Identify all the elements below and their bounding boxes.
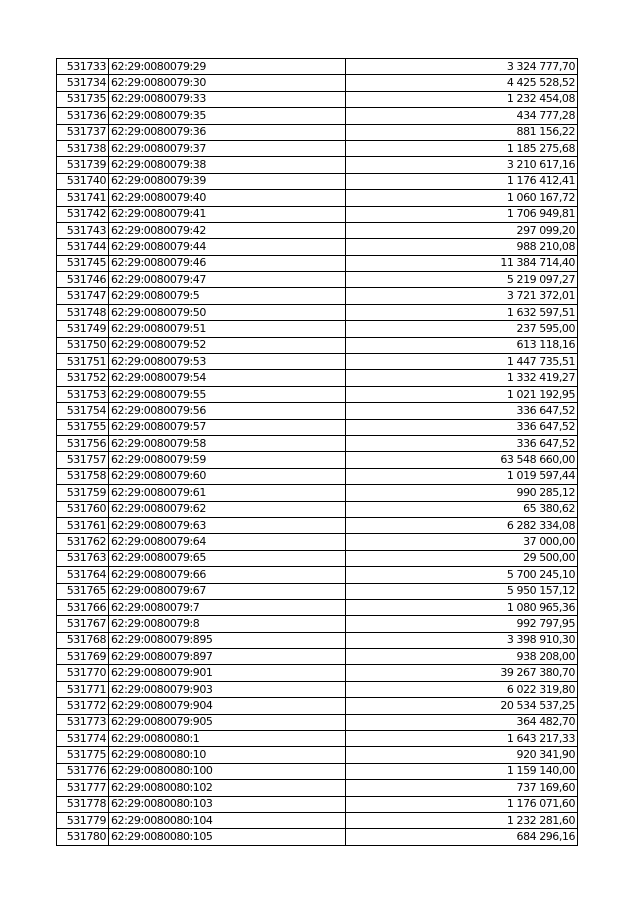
table-row [57,321,578,337]
cadastral-value-cell: 336 647,52 [346,435,578,451]
table-row [57,157,578,173]
row-number-cell: 531772 [57,698,109,714]
row-number-cell: 531750 [57,337,109,353]
table-row [57,829,578,845]
row-number-cell: 531774 [57,731,109,747]
cadastral-number-cell: 62:29:0080079:46 [109,255,346,271]
table-row [57,763,578,779]
table-row [57,370,578,386]
cadastral-number-cell: 62:29:0080079:36 [109,124,346,140]
row-number-cell: 531760 [57,501,109,517]
cadastral-number-cell: 62:29:0080079:42 [109,222,346,238]
cadastral-value-cell: 364 482,70 [346,714,578,730]
cadastral-number-cell: 62:29:0080079:57 [109,419,346,435]
table-row [57,124,578,140]
cadastral-value-cell: 881 156,22 [346,124,578,140]
row-number-cell: 531766 [57,599,109,615]
table-row [57,354,578,370]
cadastral-value-cell: 336 647,52 [346,403,578,419]
row-number-cell: 531737 [57,124,109,140]
row-number-cell: 531762 [57,534,109,550]
cadastral-number-cell: 62:29:0080080:105 [109,829,346,845]
row-number-cell: 531755 [57,419,109,435]
cadastral-number-cell: 62:29:0080079:35 [109,108,346,124]
table-row [57,616,578,632]
cadastral-number-cell: 62:29:0080079:40 [109,190,346,206]
cadastral-number-cell: 62:29:0080079:30 [109,75,346,91]
cadastral-number-cell: 62:29:0080079:59 [109,452,346,468]
cadastral-number-cell: 62:29:0080079:60 [109,468,346,484]
cadastral-number-cell: 62:29:0080079:51 [109,321,346,337]
row-number-cell: 531754 [57,403,109,419]
row-number-cell: 531780 [57,829,109,845]
cadastral-number-cell: 62:29:0080080:103 [109,796,346,812]
cadastral-value-cell: 20 534 537,25 [346,698,578,714]
table-row [57,681,578,697]
cadastral-value-cell: 1 060 167,72 [346,190,578,206]
cadastral-value-cell: 6 022 319,80 [346,681,578,697]
table-row [57,517,578,533]
row-number-cell: 531756 [57,435,109,451]
cadastral-number-cell: 62:29:0080079:67 [109,583,346,599]
cadastral-value-cell: 29 500,00 [346,550,578,566]
cadastral-number-cell: 62:29:0080079:7 [109,599,346,615]
table-row [57,206,578,222]
cadastral-value-cell: 3 721 372,01 [346,288,578,304]
cadastral-number-cell: 62:29:0080080:1 [109,731,346,747]
cadastral-number-cell: 62:29:0080079:61 [109,485,346,501]
cadastral-value-cell: 5 219 097,27 [346,272,578,288]
table-row [57,780,578,796]
table-row [57,796,578,812]
table-row [57,649,578,665]
table-row [57,599,578,615]
cadastral-number-cell: 62:29:0080080:100 [109,763,346,779]
row-number-cell: 531776 [57,763,109,779]
cadastral-value-cell: 1 232 281,60 [346,812,578,828]
cadastral-number-cell: 62:29:0080079:62 [109,501,346,517]
cadastral-number-cell: 62:29:0080079:55 [109,386,346,402]
row-number-cell: 531778 [57,796,109,812]
row-number-cell: 531777 [57,780,109,796]
table-row [57,534,578,550]
table-row [57,403,578,419]
cadastral-value-cell: 63 548 660,00 [346,452,578,468]
cadastral-number-cell: 62:29:0080079:897 [109,649,346,665]
cadastral-value-cell: 1 019 597,44 [346,468,578,484]
cadastral-number-cell: 62:29:0080079:29 [109,59,346,75]
row-number-cell: 531736 [57,108,109,124]
table-row [57,190,578,206]
row-number-cell: 531765 [57,583,109,599]
row-number-cell: 531746 [57,272,109,288]
row-number-cell: 531739 [57,157,109,173]
table-row [57,485,578,501]
row-number-cell: 531745 [57,255,109,271]
cadastral-number-cell: 62:29:0080079:8 [109,616,346,632]
cadastral-number-cell: 62:29:0080079:64 [109,534,346,550]
row-number-cell: 531779 [57,812,109,828]
cadastral-number-cell: 62:29:0080079:53 [109,354,346,370]
table-row [57,91,578,107]
table-row [57,255,578,271]
cadastral-value-cell: 1 632 597,51 [346,304,578,320]
row-number-cell: 531742 [57,206,109,222]
cadastral-number-cell: 62:29:0080079:44 [109,239,346,255]
cadastral-value-cell: 920 341,90 [346,747,578,763]
table-row [57,567,578,583]
cadastral-value-cell: 938 208,00 [346,649,578,665]
cadastral-value-cell: 1 332 419,27 [346,370,578,386]
cadastral-value-cell: 39 267 380,70 [346,665,578,681]
cadastral-value-cell: 434 777,28 [346,108,578,124]
table-row [57,222,578,238]
row-number-cell: 531757 [57,452,109,468]
cadastral-value-table [56,58,578,846]
cadastral-value-cell: 684 296,16 [346,829,578,845]
cadastral-value-cell: 297 099,20 [346,222,578,238]
table-row [57,59,578,75]
row-number-cell: 531748 [57,304,109,320]
row-number-cell: 531768 [57,632,109,648]
table-row [57,583,578,599]
cadastral-number-cell: 62:29:0080079:33 [109,91,346,107]
table-row [57,140,578,156]
row-number-cell: 531759 [57,485,109,501]
row-number-cell: 531744 [57,239,109,255]
table-row [57,288,578,304]
row-number-cell: 531741 [57,190,109,206]
cadastral-number-cell: 62:29:0080079:54 [109,370,346,386]
cadastral-value-cell: 1 706 949,81 [346,206,578,222]
cadastral-value-cell: 3 398 910,30 [346,632,578,648]
row-number-cell: 531758 [57,468,109,484]
cadastral-value-cell: 336 647,52 [346,419,578,435]
table-row [57,714,578,730]
table-row [57,108,578,124]
cadastral-number-cell: 62:29:0080079:52 [109,337,346,353]
table-row [57,501,578,517]
cadastral-value-cell: 1 176 071,60 [346,796,578,812]
table-row [57,337,578,353]
table-row [57,304,578,320]
row-number-cell: 531735 [57,91,109,107]
cadastral-number-cell: 62:29:0080079:65 [109,550,346,566]
cadastral-value-cell: 4 425 528,52 [346,75,578,91]
cadastral-number-cell: 62:29:0080080:102 [109,780,346,796]
cadastral-number-cell: 62:29:0080079:66 [109,567,346,583]
cadastral-value-cell: 992 797,95 [346,616,578,632]
cadastral-value-cell: 1 021 192,95 [346,386,578,402]
cadastral-value-cell: 737 169,60 [346,780,578,796]
cadastral-number-cell: 62:29:0080079:63 [109,517,346,533]
cadastral-value-cell: 5 700 245,10 [346,567,578,583]
row-number-cell: 531770 [57,665,109,681]
table-row [57,812,578,828]
cadastral-value-cell: 1 185 275,68 [346,140,578,156]
cadastral-number-cell: 62:29:0080079:39 [109,173,346,189]
table-row [57,731,578,747]
row-number-cell: 531763 [57,550,109,566]
cadastral-number-cell: 62:29:0080079:38 [109,157,346,173]
table-row [57,75,578,91]
row-number-cell: 531749 [57,321,109,337]
table-body [57,59,578,846]
table-row [57,173,578,189]
table-row [57,632,578,648]
cadastral-number-cell: 62:29:0080079:895 [109,632,346,648]
cadastral-value-cell: 1 159 140,00 [346,763,578,779]
cadastral-number-cell: 62:29:0080079:5 [109,288,346,304]
row-number-cell: 531743 [57,222,109,238]
cadastral-number-cell: 62:29:0080079:50 [109,304,346,320]
row-number-cell: 531738 [57,140,109,156]
cadastral-value-cell: 3 324 777,70 [346,59,578,75]
table-row [57,386,578,402]
row-number-cell: 531753 [57,386,109,402]
table-row [57,550,578,566]
cadastral-value-cell: 11 384 714,40 [346,255,578,271]
row-number-cell: 531767 [57,616,109,632]
row-number-cell: 531764 [57,567,109,583]
row-number-cell: 531740 [57,173,109,189]
cadastral-value-cell: 1 232 454,08 [346,91,578,107]
row-number-cell: 531751 [57,354,109,370]
row-number-cell: 531769 [57,649,109,665]
cadastral-value-cell: 613 118,16 [346,337,578,353]
cadastral-value-cell: 1 447 735,51 [346,354,578,370]
cadastral-value-cell: 3 210 617,16 [346,157,578,173]
row-number-cell: 531752 [57,370,109,386]
table-row [57,435,578,451]
cadastral-number-cell: 62:29:0080079:41 [109,206,346,222]
row-number-cell: 531773 [57,714,109,730]
cadastral-value-cell: 1 080 965,36 [346,599,578,615]
row-number-cell: 531734 [57,75,109,91]
cadastral-number-cell: 62:29:0080079:905 [109,714,346,730]
table-row [57,468,578,484]
row-number-cell: 531747 [57,288,109,304]
document-page [56,58,577,846]
table-row [57,698,578,714]
cadastral-number-cell: 62:29:0080080:104 [109,812,346,828]
cadastral-value-cell: 37 000,00 [346,534,578,550]
cadastral-number-cell: 62:29:0080079:903 [109,681,346,697]
cadastral-number-cell: 62:29:0080079:58 [109,435,346,451]
table-row [57,419,578,435]
cadastral-value-cell: 1 176 412,41 [346,173,578,189]
table-row [57,239,578,255]
cadastral-value-cell: 990 285,12 [346,485,578,501]
row-number-cell: 531761 [57,517,109,533]
cadastral-number-cell: 62:29:0080080:10 [109,747,346,763]
table-row [57,665,578,681]
table-row [57,747,578,763]
cadastral-value-cell: 988 210,08 [346,239,578,255]
cadastral-number-cell: 62:29:0080079:904 [109,698,346,714]
row-number-cell: 531771 [57,681,109,697]
table-row [57,272,578,288]
row-number-cell: 531733 [57,59,109,75]
table-row [57,452,578,468]
cadastral-value-cell: 5 950 157,12 [346,583,578,599]
cadastral-value-cell: 237 595,00 [346,321,578,337]
cadastral-number-cell: 62:29:0080079:47 [109,272,346,288]
cadastral-value-cell: 6 282 334,08 [346,517,578,533]
cadastral-number-cell: 62:29:0080079:901 [109,665,346,681]
cadastral-value-cell: 65 380,62 [346,501,578,517]
cadastral-value-cell: 1 643 217,33 [346,731,578,747]
cadastral-number-cell: 62:29:0080079:56 [109,403,346,419]
cadastral-number-cell: 62:29:0080079:37 [109,140,346,156]
row-number-cell: 531775 [57,747,109,763]
